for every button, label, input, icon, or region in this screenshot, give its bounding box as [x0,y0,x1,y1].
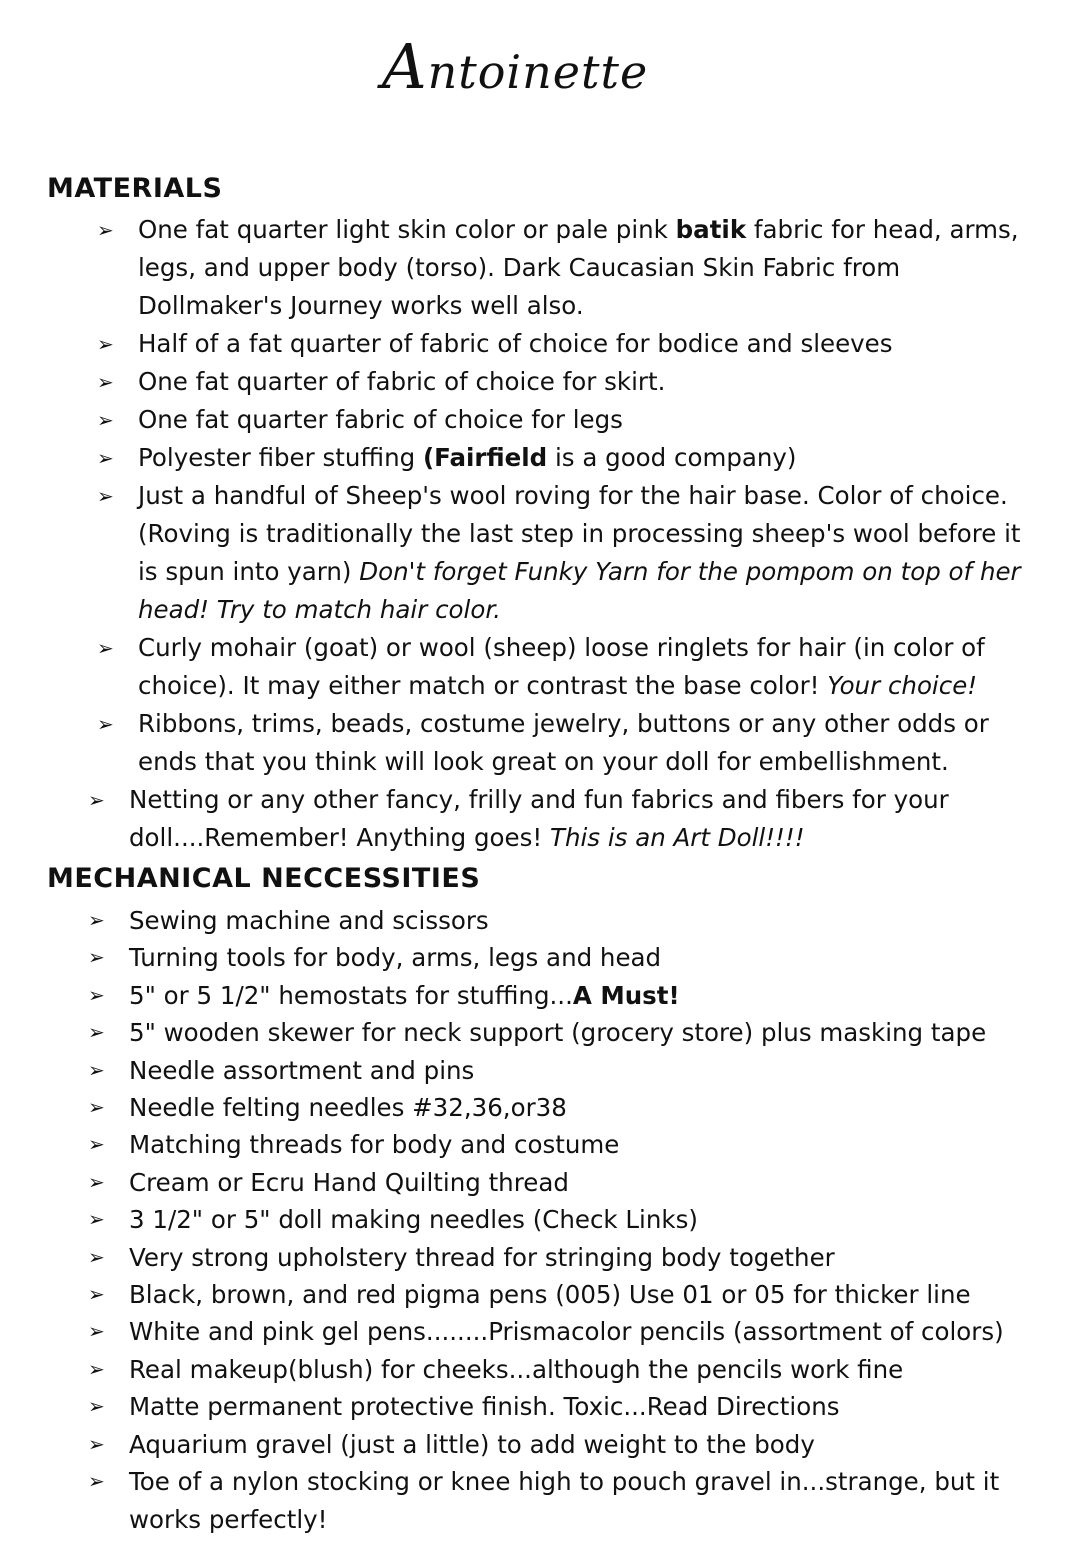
bullet-arrow-icon: ➢ [88,1394,105,1419]
item-text: Just a handful of Sheep's wool roving for the hair base. Color of choice. (Roving is traditionally the last step in processing sheep's wool before it is spun into yarn) [138,481,1021,586]
item-text: Real makeup(blush) for cheeks...although the pencils work fine [129,1354,904,1384]
item-text: One fat quarter fabric of choice for legs [138,405,623,434]
list-item [88,781,1043,857]
item-text: Toe of a nylon stocking or knee high to pouch gravel in...strange, but it works perfectly! [129,1467,1000,1534]
bullet-arrow-icon: ➢ [88,1244,105,1269]
list-item [88,1239,1048,1276]
item-text: 5" or 5 1/2" hemostats for stuffing... [129,980,573,1010]
materials-heading: MATERIALS [47,173,223,204]
list-item [97,705,1047,781]
list-item [88,1351,1048,1388]
item-text: is a good company) [547,443,797,472]
item-text: Matching threads for body and costume [129,1130,620,1160]
title-initial: A [381,30,428,103]
list-item [88,1426,1048,1463]
list-item [88,1052,1048,1089]
bullet-arrow-icon: ➢ [88,1169,105,1194]
list-item [88,1126,1048,1163]
item-text: Sewing machine and scissors [129,906,489,935]
list-item [88,902,1048,939]
list-item [97,363,1047,401]
list-item [88,939,1048,976]
item-text: 5" wooden skewer for neck support (grocery store) plus masking tape [129,1018,987,1048]
bullet-arrow-icon: ➢ [88,1356,105,1381]
bullet-arrow-icon: ➢ [97,408,114,432]
bullet-arrow-icon: ➢ [88,982,105,1007]
item-text: Cream or Ecru Hand Quilting thread [129,1167,569,1197]
list-item [88,1089,1048,1126]
item-text: Don't forget Funky Yarn for the pompom on top of her head! Try to match hair color. [138,557,1021,624]
item-text: Aquarium gravel (just a little) to add weight to the body [129,1429,815,1459]
bullet-arrow-icon: ➢ [88,1057,105,1082]
item-text: This is an Art Doll!!!! [550,823,805,852]
mechanical-heading: MECHANICAL NECCESSITIES [47,863,481,894]
bullet-arrow-icon: ➢ [97,484,114,508]
list-item [97,325,1047,363]
item-text: One fat quarter light skin color or pale pink [138,215,676,244]
bullet-arrow-icon: ➢ [88,1469,105,1494]
list-item [97,477,1047,629]
bullet-arrow-icon: ➢ [88,1132,105,1157]
list-item [88,1164,1048,1201]
title-rest: ntoinette [427,45,649,99]
document-title [0,30,1030,103]
materials-extra-list [88,781,1043,857]
bullet-arrow-icon: ➢ [88,1282,105,1307]
list-item [88,977,1048,1014]
bullet-arrow-icon: ➢ [88,908,105,932]
bullet-arrow-icon: ➢ [97,332,114,356]
bullet-arrow-icon: ➢ [88,1319,105,1344]
item-text: Polyester fiber stuffing [138,443,423,472]
bullet-arrow-icon: ➢ [97,218,114,242]
list-item [97,629,1047,705]
bullet-arrow-icon: ➢ [97,636,114,660]
list-item [97,401,1047,439]
mechanical-list [88,902,1048,1538]
item-text: Netting or any other fancy, frilly and fun fabrics and fibers for your doll....Remember! Anything goes! [129,785,949,852]
list-item [88,1463,1048,1538]
item-text: White and pink gel pens........Prismacolor pencils (assortment of colors) [129,1317,1004,1347]
list-item [97,439,1047,477]
list-item [88,1201,1048,1238]
list-item [97,211,1047,325]
bullet-arrow-icon: ➢ [88,788,105,812]
bullet-arrow-icon: ➢ [97,712,114,736]
item-text: fabric for head, arms, legs, and upper body (torso). Dark Caucasian Skin Fabric from Dollmaker's Journey works well also. [138,215,1019,320]
item-text: Half of a fat quarter of fabric of choice for bodice and sleeves [138,329,893,358]
bullet-arrow-icon: ➢ [88,945,105,970]
item-text: A Must! [572,980,680,1010]
bullet-arrow-icon: ➢ [88,1095,105,1120]
bullet-arrow-icon: ➢ [97,370,114,394]
item-text: (Fairfield [422,443,548,472]
item-text: batik [675,215,747,244]
item-text: Ribbons, trims, beads, costume jewelry, buttons or any other odds or ends that you think will look great on your doll for embellishment. [138,709,989,776]
item-text: Needle felting needles #32,36,or38 [129,1093,567,1123]
item-text: Needle assortment and pins [129,1055,475,1085]
item-text: Your choice! [827,671,978,700]
item-text: Very strong upholstery thread for stringing body together [129,1242,835,1272]
materials-list [97,211,1047,781]
list-item [88,1313,1048,1350]
item-text: Turning tools for body, arms, legs and head [129,943,662,973]
item-text: One fat quarter of fabric of choice for skirt. [138,367,666,396]
bullet-arrow-icon: ➢ [97,446,114,470]
list-item [88,1276,1048,1313]
bullet-arrow-icon: ➢ [88,1431,105,1456]
item-text: Black, brown, and red pigma pens (005) Use 01 or 05 for thicker line [129,1280,971,1310]
item-text: 3 1/2" or 5" doll making needles (Check Links) [129,1205,698,1235]
list-item [88,1014,1048,1051]
item-text: Matte permanent protective finish. Toxic...Read Directions [129,1392,840,1422]
list-item [88,1388,1048,1425]
bullet-arrow-icon: ➢ [88,1020,105,1045]
item-text: Curly mohair (goat) or wool (sheep) loose ringlets for hair (in color of choice). It may either match or contrast the base color! [138,633,985,700]
bullet-arrow-icon: ➢ [88,1207,105,1232]
